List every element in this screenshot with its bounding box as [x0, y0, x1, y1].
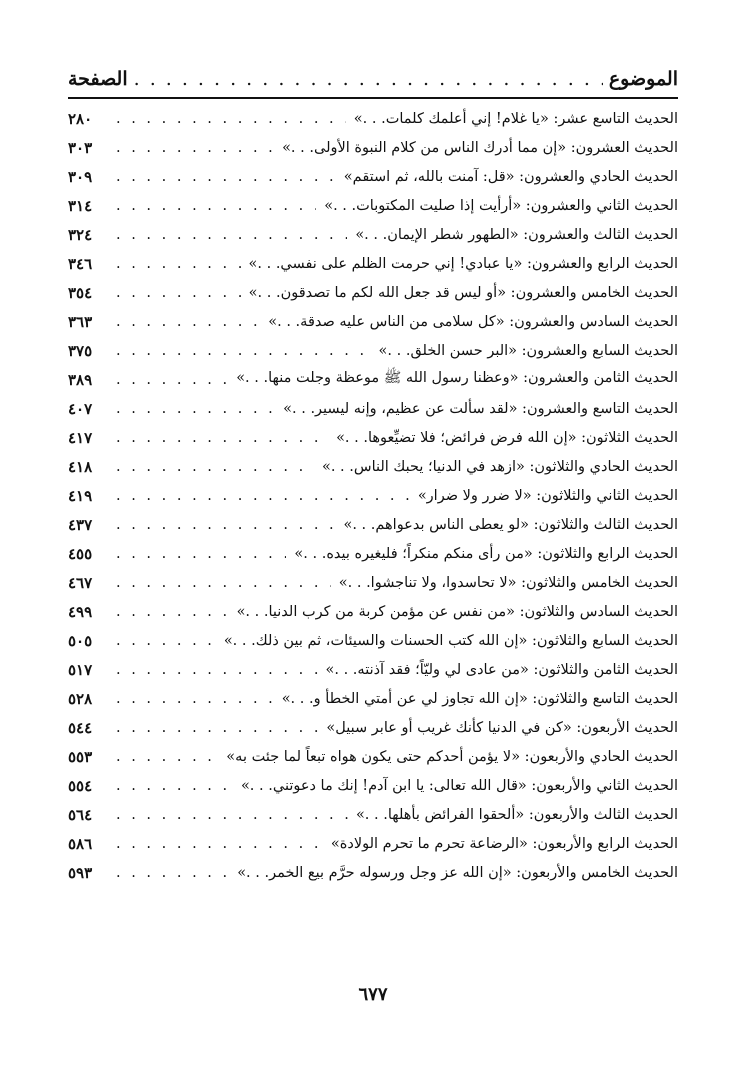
toc-leader-dots: [116, 604, 229, 620]
toc-entry-page: ٥٨٦: [68, 834, 93, 853]
page-number: ٦٧٧: [358, 984, 388, 1005]
toc-entry-page: ٥٠٥: [68, 631, 93, 650]
toc-entry-page: ٣٥٤: [68, 283, 93, 302]
topic-column-label: الموضوع: [608, 68, 678, 90]
toc-entry-title: الحديث التاسع عشر: «يا غلام! إني أعلمك كلمات. . .»: [353, 110, 678, 127]
toc-leader-dots: [116, 256, 241, 272]
toc-leader-dots: [116, 749, 218, 765]
toc-leader-dots: [116, 285, 241, 301]
toc-leader-dots: [116, 807, 348, 823]
toc-entry-title: الحديث التاسع والعشرون: «لقد سألت عن عظيم، وإنه ليسير. . .»: [283, 400, 678, 417]
toc-entry-title: الحديث الخامس والثلاثون: «لا تحاسدوا، ولا تناجشوا. . .»: [338, 574, 678, 591]
toc-entry-title: الحديث العشرون: «إن مما أدرك الناس من كلام النبوة الأولى. . .»: [282, 139, 678, 156]
toc-entry: [68, 539, 678, 568]
toc-entry-title: الحديث الثاني والعشرون: «أرأيت إذا صليت المكتوبات. . .»: [324, 197, 678, 214]
toc-entry-page: ٣٠٣: [68, 138, 93, 157]
toc-leader-dots: [116, 836, 323, 852]
toc-leader-dots: [116, 459, 314, 475]
toc-entry: [68, 452, 678, 481]
toc-entry-page: ٣٢٤: [68, 225, 93, 244]
toc-entry-page: ٥٦٤: [68, 805, 93, 824]
toc-entry-page: ٤١٩: [68, 486, 93, 505]
toc-leader-dots: [116, 169, 336, 185]
toc-entry-page: ٣٧٥: [68, 341, 93, 360]
toc-entry: [68, 597, 678, 626]
toc-entry-page: ٥٩٣: [68, 863, 93, 882]
toc-entry: [68, 133, 678, 162]
toc-entry-title: الحديث الخامس والعشرون: «أو ليس قد جعل الله لكم ما تصدقون. . .»: [248, 284, 678, 301]
toc-entry: [68, 626, 678, 655]
toc-entry-title: الحديث الحادي والعشرون: «قل: آمنت بالله، ثم استقم»: [343, 168, 678, 185]
toc-entry-page: ٥٢٨: [68, 689, 93, 708]
toc-leader-dots: [116, 546, 286, 562]
toc-entry-page: ٥١٧: [68, 660, 93, 679]
toc-leader-dots: [116, 517, 335, 533]
toc-entry: [68, 568, 678, 597]
header-leader-dots: [134, 68, 603, 90]
toc-leader-dots: [116, 778, 233, 794]
toc-entry: [68, 829, 678, 858]
toc-entry: [68, 655, 678, 684]
toc-entry: [68, 858, 678, 887]
toc-entry-title: الحديث الثلاثون: «إن الله فرض فرائض؛ فلا تضيِّعوها. . .»: [336, 429, 678, 446]
toc-header: [68, 64, 678, 94]
toc-entry: [68, 307, 678, 336]
toc-entry-page: ٤٩٩: [68, 602, 93, 621]
toc-entry-page: ٣٨٩: [68, 370, 93, 389]
toc-entry-title: الحديث الحادي والأربعون: «لا يؤمن أحدكم حتى يكون هواه تبعاً لما جئت به»: [226, 748, 678, 765]
toc-entry: [68, 365, 678, 394]
toc-leader-dots: [116, 691, 274, 707]
toc-entry-title: الحديث التاسع والثلاثون: «إن الله تجاوز لي عن أمتي الخطأ و. . .»: [281, 690, 678, 707]
toc-entry-page: ٢٨٠: [68, 109, 93, 128]
toc-entry-title: الحديث الثالث والأربعون: «ألحقوا الفرائض بأهلها. . .»: [355, 806, 678, 823]
toc-entry-title: الحديث السابع والعشرون: «البر حسن الخلق. . .»: [378, 342, 678, 359]
toc-entry-page: ٥٥٣: [68, 747, 93, 766]
toc-entry: [68, 713, 678, 742]
toc-leader-dots: [116, 662, 318, 678]
toc-entry-title: الحديث الثالث والثلاثون: «لو يعطى الناس بدعواهم. . .»: [343, 516, 678, 533]
toc-entry: [68, 278, 678, 307]
toc-entry: [68, 162, 678, 191]
toc-entry-page: ٥٤٤: [68, 718, 93, 737]
toc-leader-dots: [116, 633, 216, 649]
toc-entry-title: الحديث الثاني والأربعون: «قال الله تعالى: يا ابن آدم! إنك ما دعوتني. . .»: [240, 777, 678, 794]
toc-entry: [68, 481, 678, 510]
toc-entry-title: الحديث الرابع والأربعون: «الرضاعة تحرم ما تحرم الولادة»: [330, 835, 678, 852]
toc-entry-page: ٤١٨: [68, 457, 93, 476]
toc-entry-page: ٤٥٥: [68, 544, 93, 563]
toc-entry-page: ٥٥٤: [68, 776, 93, 795]
toc-entry-title: الحديث الثالث والعشرون: «الطهور شطر الإيمان. . .»: [355, 226, 678, 243]
toc-leader-dots: [116, 575, 331, 591]
toc-entry: [68, 394, 678, 423]
toc-entry: [68, 249, 678, 278]
toc-leader-dots: [116, 430, 328, 446]
page-column-label: الصفحة: [68, 68, 128, 90]
toc-entry-title: الحديث الحادي والثلاثون: «ازهد في الدنيا؛ يحبك الناس. . .»: [321, 458, 678, 475]
toc-leader-dots: [116, 865, 229, 881]
toc-list: [68, 104, 678, 887]
toc-entry: [68, 423, 678, 452]
toc-leader-dots: [116, 720, 318, 736]
toc-entry-page: ٣٤٦: [68, 254, 93, 273]
header-rule: [68, 97, 678, 99]
toc-entry: [68, 104, 678, 133]
toc-entry-page: ٣٦٣: [68, 312, 93, 331]
toc-entry-page: ٣١٤: [68, 196, 93, 215]
toc-leader-dots: [116, 488, 410, 504]
toc-entry-page: ٤٣٧: [68, 515, 93, 534]
toc-leader-dots: [116, 111, 346, 127]
toc-entry: [68, 220, 678, 249]
toc-leader-dots: [116, 140, 274, 156]
toc-entry-page: ٤٠٧: [68, 399, 93, 418]
toc-entry-page: ٣٠٩: [68, 167, 93, 186]
toc-entry: [68, 684, 678, 713]
toc-entry-title: الحديث السابع والثلاثون: «إن الله كتب الحسنات والسيئات، ثم بين ذلك. . .»: [223, 632, 678, 649]
toc-entry: [68, 771, 678, 800]
toc-entry: [68, 336, 678, 365]
toc-entry: [68, 191, 678, 220]
toc-leader-dots: [116, 372, 228, 388]
toc-leader-dots: [116, 401, 275, 417]
toc-entry-title: الحديث السادس والعشرون: «كل سلامى من الناس عليه صدقة. . .»: [268, 313, 678, 330]
toc-entry-page: ٤٦٧: [68, 573, 93, 592]
toc-entry-title: الحديث الأربعون: «كن في الدنيا كأنك غريب أو عابر سبيل»: [326, 719, 678, 736]
toc-entry-title: الحديث الثاني والثلاثون: «لا ضرر ولا ضرار»: [417, 487, 678, 504]
toc-entry-title: الحديث الثامن والثلاثون: «من عادى لي وليّاً؛ فقد آذنته. . .»: [325, 661, 678, 678]
toc-entry-title: الحديث الخامس والأربعون: «إن الله عز وجل ورسوله حرَّم بيع الخمر. . .»: [237, 864, 678, 881]
toc-entry: [68, 800, 678, 829]
toc-entry-title: الحديث السادس والثلاثون: «من نفس عن مؤمن كربة من كرب الدنيا. . .»: [236, 603, 678, 620]
toc-entry: [68, 510, 678, 539]
toc-leader-dots: [116, 343, 371, 359]
toc-entry-title: الحديث الرابع والثلاثون: «من رأى منكم منكراً؛ فليغيره بيده. . .»: [294, 545, 678, 562]
toc-page: [68, 0, 678, 1082]
toc-entry-title: الحديث الثامن والعشرون: «وعظنا رسول الله ﷺ موعظة وجلت منها. . .»: [236, 370, 678, 386]
toc-entry: [68, 742, 678, 771]
toc-entry-page: ٤١٧: [68, 428, 93, 447]
toc-leader-dots: [116, 198, 316, 214]
toc-leader-dots: [116, 227, 347, 243]
toc-leader-dots: [116, 314, 260, 330]
toc-entry-title: الحديث الرابع والعشرون: «يا عبادي! إني حرمت الظلم على نفسي. . .»: [248, 255, 678, 272]
